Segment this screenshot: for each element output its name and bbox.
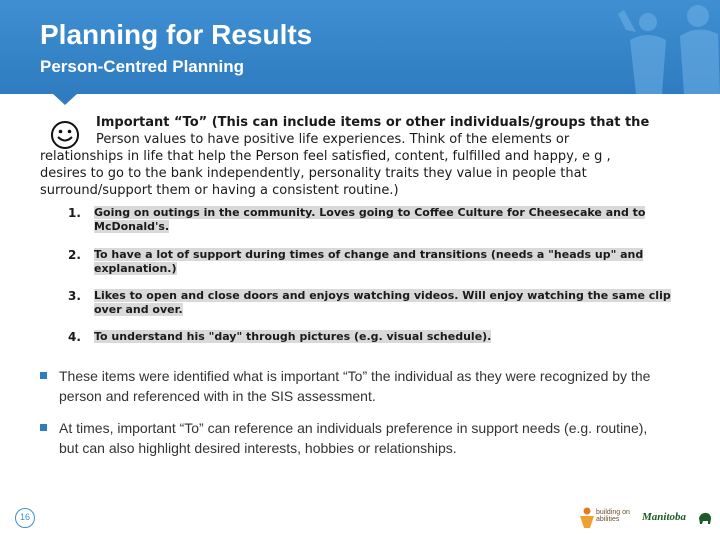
manitoba-logo	[642, 508, 712, 530]
bullet-item	[40, 366, 660, 406]
intro-line: surround/support them or having a consistent routine.)	[40, 183, 399, 198]
page-number: 16	[15, 508, 35, 528]
list-item-text: To have a lot of support during times of change and transitions (needs a "heads up" and explanation.)	[94, 248, 644, 275]
list-item-number: 4.	[68, 330, 81, 344]
bison-icon	[698, 510, 712, 526]
building-on-abilities-logo	[578, 506, 634, 532]
header-banner	[0, 0, 720, 94]
scanned-document	[40, 108, 690, 356]
intro-line: Person values to have positive life experiences. Think of the elements or	[96, 132, 570, 147]
intro-line: desires to go to the bank independently, personality traits they value in people that	[40, 166, 587, 181]
intro-text	[40, 114, 690, 199]
page-subtitle: Person-Centred Planning	[40, 57, 245, 76]
list-item-text: Likes to open and close doors and enjoys watching videos. Will enjoy watching the same clip over and over.	[94, 289, 671, 316]
people-graphic-icon	[570, 0, 720, 94]
list-item-number: 3.	[68, 289, 81, 303]
intro-line: Important “To” (This can include items or other individuals/groups that the	[96, 115, 650, 130]
list-item-text: To understand his "day" through pictures (e.g. visual schedule).	[94, 330, 492, 343]
list-item-number: 2.	[68, 248, 81, 262]
bullet-text: At times, important “To” can reference an individuals preference in support needs (e.g. routine), but can also highlight desired interests, hobbies or relationships.	[59, 420, 648, 456]
bullet-text: These items were identified what is important “To” the individual as they were recognized by the person and referenced with in the SIS assessment.	[59, 368, 651, 404]
bullet-list	[40, 366, 660, 458]
header-pointer	[52, 93, 78, 105]
logo-text: Manitoba	[642, 511, 687, 523]
intro-line: relationships in life that help the Person feel satisfied, content, fulfilled and happy, e g ,	[40, 149, 611, 164]
logo-text: building on abilities	[596, 509, 630, 523]
logo-figure-icon	[578, 506, 596, 530]
bullet-item	[40, 418, 660, 458]
page-title: Planning for Results	[40, 19, 313, 50]
square-bullet-icon	[40, 372, 47, 379]
square-bullet-icon	[40, 424, 47, 431]
list-item-text: Going on outings in the community. Loves going to Coffee Culture for Cheesecake and to McDonald's.	[94, 206, 646, 233]
list-item-number: 1.	[68, 206, 81, 220]
